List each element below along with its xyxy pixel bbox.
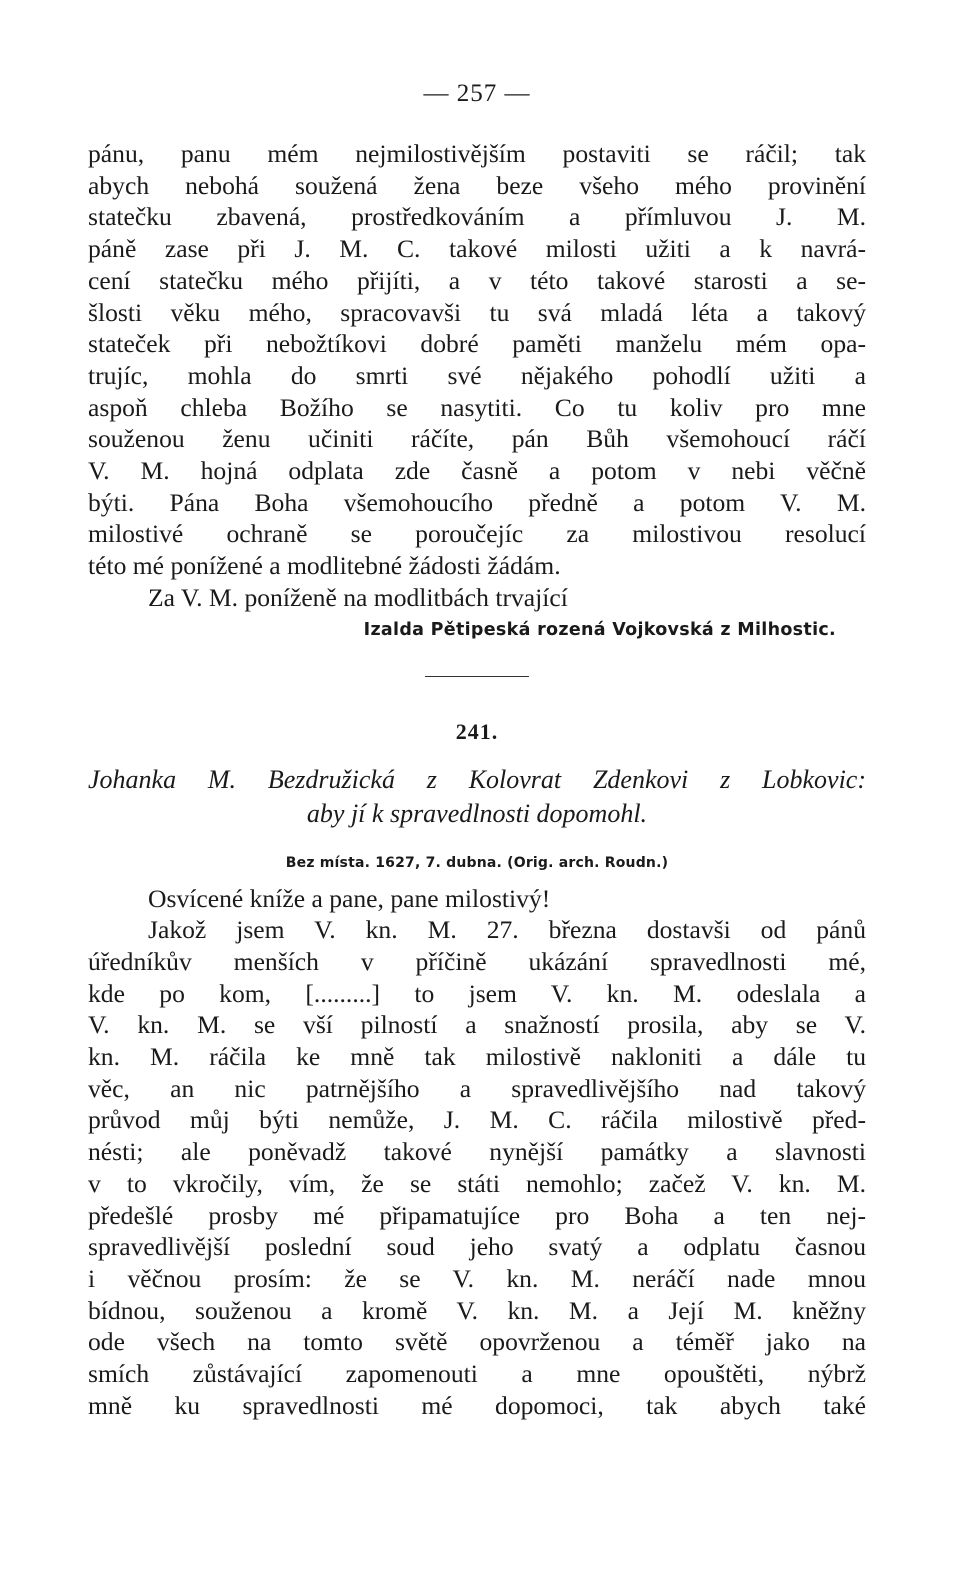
text-line: býti. Pána Boha všemohoucího předně a potom V. M. — [88, 487, 866, 517]
text-line: věc, an nic patrnějšího a spravedlivějšího nad takový — [88, 1073, 866, 1103]
document-number: 241. — [455, 718, 499, 744]
text-line: bídnou, souženou a kromě V. kn. M. a Její M. kněžny — [88, 1295, 866, 1325]
book-page — [88, 80, 866, 1422]
page-number: — 257 — — [423, 80, 531, 107]
text-line: předešlé prosby mé připamatujíce pro Boha a ten nej- — [88, 1200, 866, 1230]
text-line: aspoň chleba Božího se nasytiti. Co tu koliv pro mne — [88, 392, 866, 422]
text-line: souženou ženu učiniti ráčíte, pán Bůh všemohoucí ráčí — [88, 424, 866, 454]
text-line: v to vkročily, vím, že se státi nemohlo; začež V. kn. M. — [88, 1168, 866, 1198]
text-line: smích zůstávající zapomenouti a mne opouštěti, nýbrž — [88, 1359, 866, 1389]
document-title-line: Johanka M. Bezdružická z Kolovrat Zdenkovi z Lobkovic: — [88, 764, 866, 794]
document-title — [88, 763, 866, 831]
text-line: cení statečku mého přijíti, a v této takové starosti a se- — [88, 265, 866, 295]
text-line: milostivé ochraně se poroučejíc za milostivou resolucí — [88, 519, 866, 549]
text-line: páně zase při J. M. C. takové milosti užiti a k navrá- — [88, 234, 866, 264]
text-line: úředníkův menších v příčině ukázání spravedlnosti mé, — [88, 946, 866, 976]
text-line: V. kn. M. se vší pilností a snažností prosila, aby se V. — [88, 1010, 866, 1040]
text-line: trujíc, mohla do smrti své nějakého pohodlí užiti a — [88, 360, 866, 390]
text-line: pánu, panu mém nejmilostivějším postaviti se ráčil; tak — [88, 139, 866, 168]
text-line: abych nebohá soužená žena beze všeho mého provinění — [88, 170, 866, 200]
salutation: Osvícené kníže a pane, pane milostivý! — [148, 883, 551, 913]
text-line: mně ku spravedlnosti mé dopomoci, tak abych také — [88, 1390, 866, 1420]
text-line: spravedlivější poslední soud jeho svatý a odplatu časnou — [88, 1232, 866, 1262]
text-line: i věčnou prosím: že se V. kn. M. neráčí nade mnou — [88, 1263, 866, 1293]
text-line: šlosti věku mého, spracovavši tu svá mladá léta a takový — [88, 297, 866, 327]
text-line: průvod můj býti nemůže, J. M. C. ráčila milostivě před- — [88, 1105, 866, 1135]
document-source: Bez místa. 1627, 7. dubna. (Orig. arch. Roudn.) — [285, 854, 669, 871]
signature: Izalda Pětipeská rozená Vojkovská z Milhostic. — [363, 619, 836, 640]
section-divider — [425, 676, 529, 677]
text-line: kde po kom, [.........] to jsem V. kn. M. odeslala a — [88, 978, 866, 1008]
text-line: Jakož jsem V. kn. M. 27. března dostavši od pánů — [148, 915, 866, 945]
text-line: stateček při nebožtíkovi dobré paměti manželu mém opa- — [88, 329, 866, 359]
text-line: statečku zbavená, prostředkováním a přímluvou J. M. — [88, 202, 866, 232]
text-line: této mé ponížené a modlitebné žádosti žádám. — [88, 551, 561, 581]
document-title-line: aby jí k spravedlnosti dopomohl. — [306, 798, 648, 828]
text-line: nésti; ale poněvadž takové nynější památky a slavnosti — [88, 1137, 866, 1167]
text-line: kn. M. ráčila ke mně tak milostivě nakloniti a dále tu — [88, 1042, 866, 1072]
text-line: ode všech na tomto světě opovrženou a téměř jako na — [88, 1327, 866, 1357]
closing-line: Za V. M. poníženě na modlitbách trvající — [148, 582, 568, 612]
letter-end-text — [88, 138, 866, 614]
document-text — [88, 883, 866, 1422]
text-line: V. M. hojná odplata zde časně a potom v nebi věčně — [88, 456, 866, 486]
